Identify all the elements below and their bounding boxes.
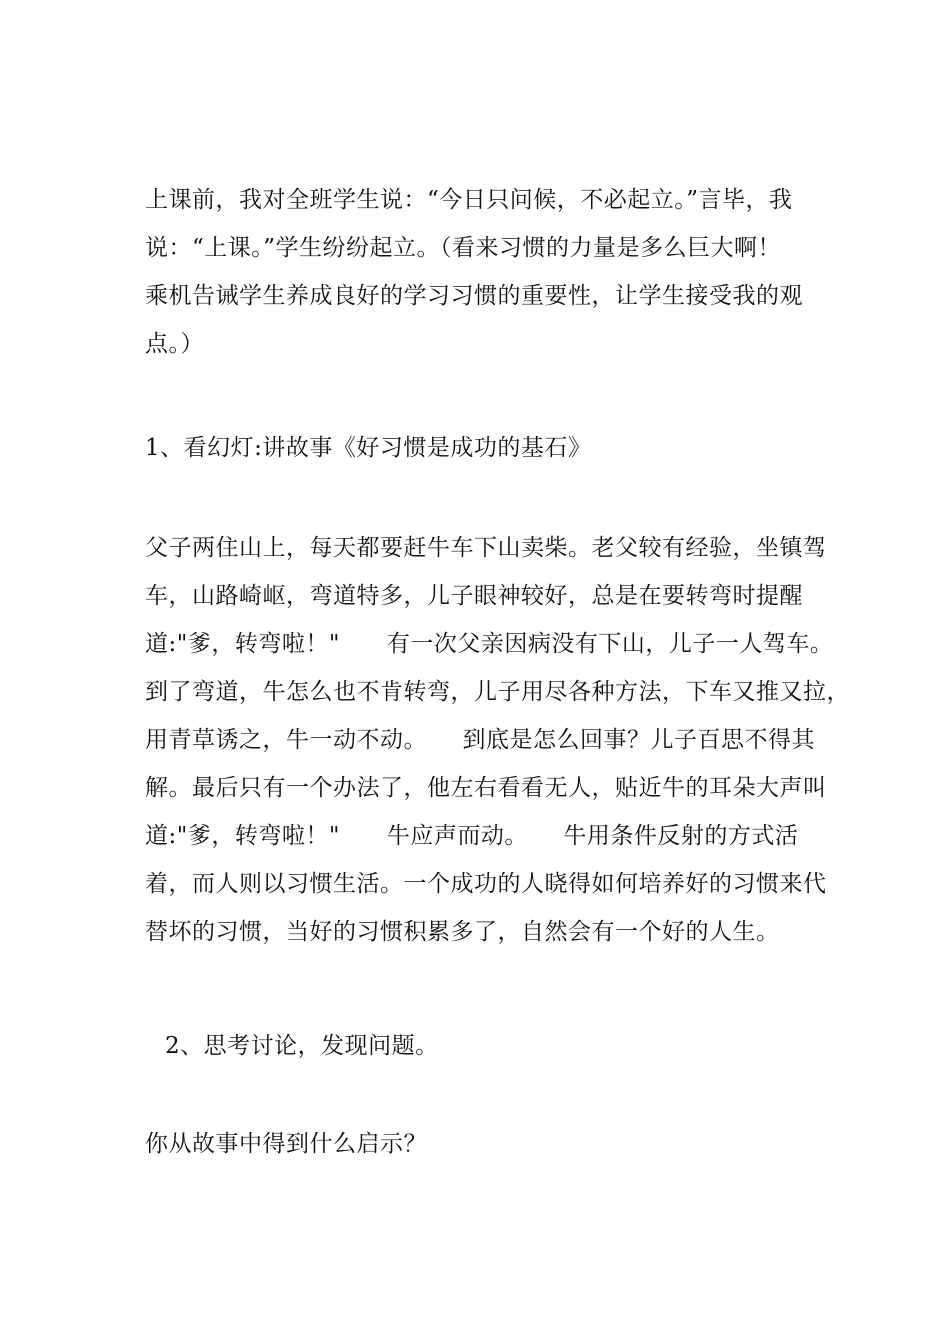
- story-line: 到了弯道，牛怎么也不肯转弯，儿子用尽各种方法，下车又推又拉，: [145, 679, 850, 705]
- story-line: 用青草诱之，牛一动不动。 到底是怎么回事？儿子百思不得其: [145, 727, 815, 753]
- story-line: 车，山路崎岖，弯道特多，儿子眼神较好，总是在要转弯时提醒: [145, 583, 803, 609]
- intro-line: 乘机告诫学生养成良好的学习习惯的重要性，让学生接受我的观: [145, 283, 803, 309]
- story-line: 解。最后只有一个办法了，他左右看看无人，贴近牛的耳朵大声叫: [145, 775, 827, 801]
- story-line: 父子两住山上，每天都要赶牛车下山卖柴。老父较有经验，坐镇驾: [145, 535, 827, 561]
- intro-line: 说：“上课。”学生纷纷起立。（看来习惯的力量是多么巨大啊！: [145, 235, 782, 261]
- intro-line: 上课前，我对全班学生说：“今日只问候，不必起立。”言毕，我: [145, 187, 793, 213]
- intro-paragraph: [145, 176, 815, 368]
- section-heading-2-text: 2、思考讨论，发现问题。: [165, 1033, 439, 1059]
- section-heading-1-text: 1、看幻灯:讲故事《好习惯是成功的基石》: [145, 435, 592, 461]
- story-paragraph: [145, 524, 850, 956]
- story-line: 道:"爹，转弯啦！" 牛应声而动。 牛用条件反射的方式活: [145, 823, 799, 849]
- section-heading-1: [145, 424, 815, 472]
- intro-line: 点。）: [145, 331, 204, 357]
- story-line: 着，而人则以习惯生活。一个成功的人晓得如何培养好的习惯来代: [145, 871, 827, 897]
- question-text: 你从故事中得到什么启示？: [145, 1131, 427, 1157]
- section-heading-2: [165, 1022, 835, 1070]
- story-line: 替坏的习惯，当好的习惯积累多了，自然会有一个好的人生。: [145, 919, 780, 945]
- story-line: 道:"爹，转弯啦！" 有一次父亲因病没有下山，儿子一人驾车。: [145, 631, 834, 657]
- question-paragraph: [145, 1120, 815, 1168]
